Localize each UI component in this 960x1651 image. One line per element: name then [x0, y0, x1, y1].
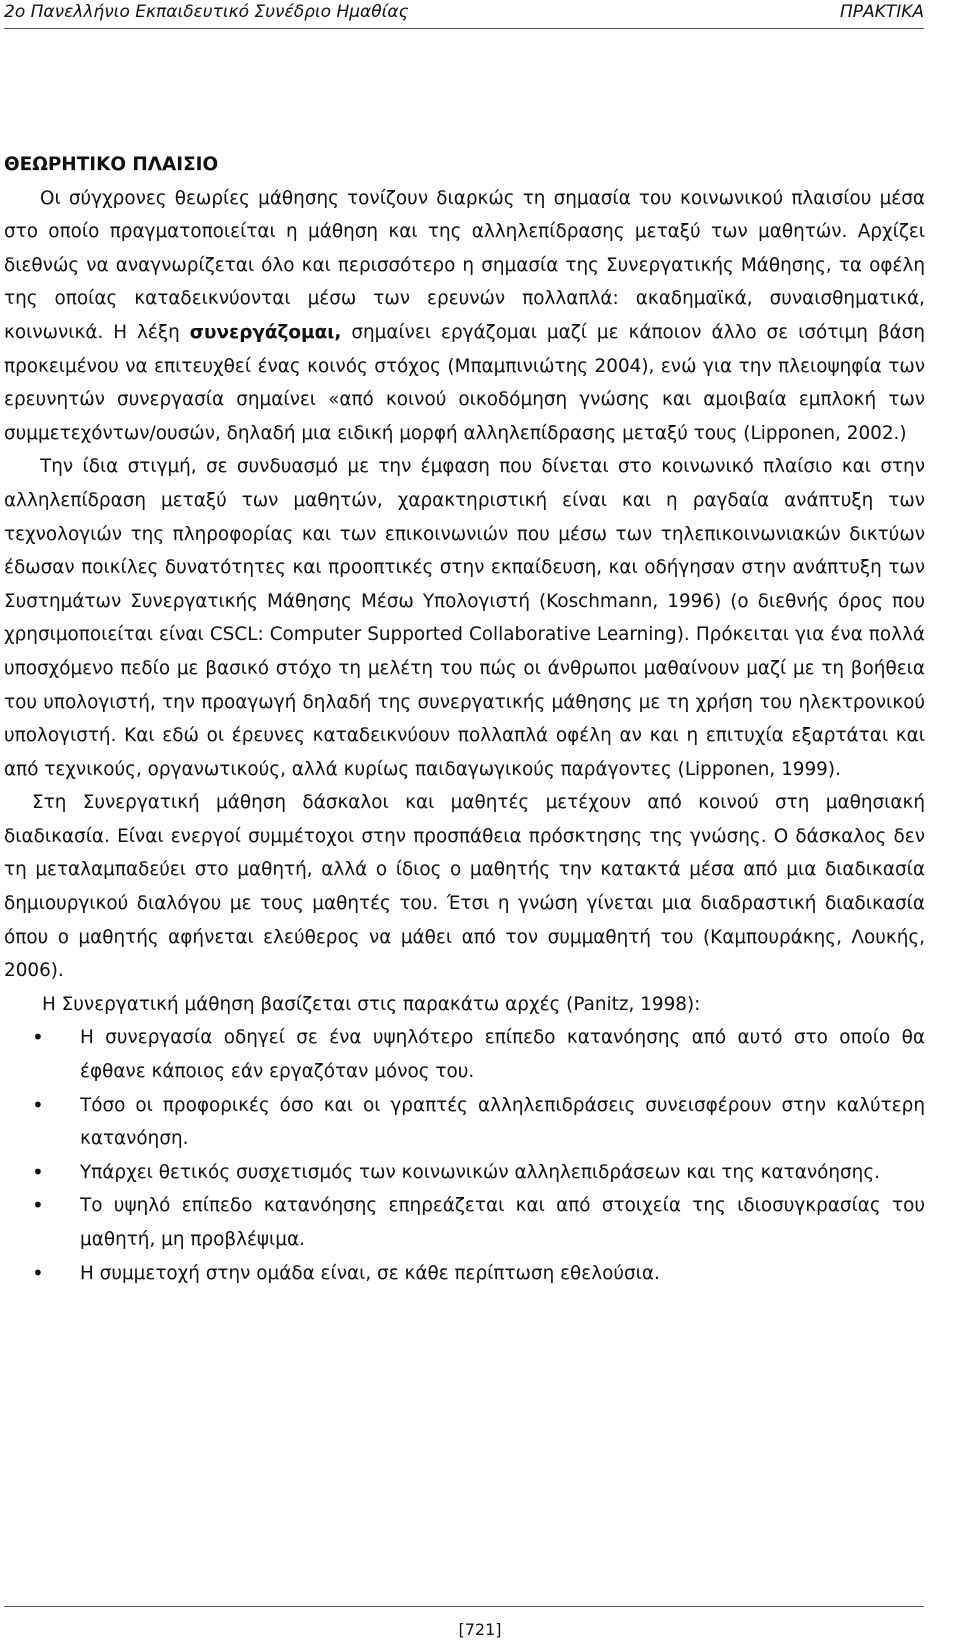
- header-divider: [4, 28, 924, 29]
- list-intro: Η Συνεργατική μάθηση βασίζεται στις παρακάτω αρχές (Panitz, 1998):: [42, 993, 701, 1015]
- proceedings-label: ΠΡΑΚΤΙΚΑ: [840, 2, 924, 22]
- footer-divider: [4, 1606, 924, 1607]
- bold-term: συνεργάζομαι,: [189, 321, 342, 343]
- paragraph-1: [0, 182, 925, 451]
- paragraph-1-text-a: Οι σύγχρονες θεωρίες μάθησης τονίζουν διαρκώς τη σημασία του κοινωνικού πλαισίου μέσα στο οποίο πραγματοποιείται η μάθηση και της αλληλεπίδρασης μεταξύ των μαθητών. Αρχίζει διεθνώς να αναγνωρίζεται όλο και περισσότερο η σημασία της Συνεργατικής Μάθησης, τα οφέλη της οποίας καταδεικνύονται μέσω των ερευνών πολλαπλά: ακαδημαϊκά, συναισθηματικά, κοινωνικά. Η λέξη: [4, 187, 925, 343]
- page-number: [721]: [458, 1620, 502, 1639]
- paragraph-2: Την ίδια στιγμή, σε συνδυασμό με την έμφαση που δίνεται στο κοινωνικό πλαίσιο και στην αλληλεπίδραση μεταξύ των μαθητών, χαρακτηριστική είναι και η ραγδαία ανάπτυξη των τεχνολογιών της πληροφορίας και των επικοινωνιών που μέσω των τηλεπικοινωνιακών δικτύων έδωσαν ποικίλες δυνατότητες και προοπτικές στην εκπαίδευση, και οδήγησαν στην ανάπτυξη των Συστημάτων Συνεργατικής Μάθησης Μέσω Υπολογιστή (Koschmann, 1996) (ο διεθνής όρος που χρησιμοποιείται είναι CSCL: Computer Supported Collaborative Learning). Πρόκειται για ένα πολλά υποσχόμενο πεδίο με βασικό στόχο τη μελέτη του πώς οι άνθρωποι μαθαίνουν μαζί με τη βοήθεια του υπολογιστή, την προαγωγή δηλαδή της συνεργατικής μάθησης με τη χρήση του ηλεκτρονικού υπολογιστή. Και εδώ οι έρευνες καταδεικνύουν πολλαπλά οφέλη αν και η επιτυχία εξαρτάται και από τεχνικούς, οργανωτικούς, αλλά κυρίως παιδαγωγικούς παράγοντες (Lipponen, 1999).: [4, 456, 925, 780]
- list-item: [0, 1257, 925, 1291]
- paragraph-3: Στη Συνεργατική μάθηση δάσκαλοι και μαθητές μετέχουν από κοινού στη μαθησιακή διαδικασία. Είναι ενεργοί συμμέτοχοι στην προσπάθεια πρόσκτησης της γνώσης. Ο δάσκαλος δεν τη μεταλαμπαδεύει στο μαθητή, αλλά ο ίδιος ο μαθητής την κατακτά μέσα από μια διαδικασία δημιουργικού διαλόγου με τους μαθητές του. Έτσι η γνώση γίνεται μια διαδραστική διαδικασία όπου ο μαθητής αφήνεται ελεύθερος να μάθει από τον συμμαθητή του (Καμπουράκης, Λουκής, 2006).: [4, 792, 925, 982]
- bullet-icon: •: [32, 1092, 44, 1117]
- bullet-icon: •: [32, 1193, 44, 1218]
- list-item: [0, 1189, 925, 1256]
- conference-title: 2ο Πανελλήνιο Εκπαιδευτικό Συνέδριο Ημαθίας: [4, 2, 409, 22]
- list-item: [0, 1156, 925, 1190]
- paragraph-1-text-b: σημαίνει εργάζομαι μαζί με κάποιον άλλο σε ισότιμη βάση προκειμένου να επιτευχθεί ένας κοινός στόχος (Μπαμπινιώτης 2004), ενώ για την πλειοψηφία των ερευνητών συνεργασία σημαίνει «από κοινού οικοδόμηση γνώσης και αμοιβαία εμπλοκή των συμμετεχόντων/ουσών, δηλαδή μια ειδική μορφή αλληλεπίδρασης μεταξύ τους (Lipponen, 2002.): [4, 321, 925, 444]
- list-item-text: Τόσο οι προφορικές όσο και οι γραπτές αλληλεπιδράσεις συνεισφέρουν στην καλύτερη κατανόηση.: [80, 1094, 925, 1150]
- list-item: [0, 1089, 925, 1156]
- list-item-text: Η συμμετοχή στην ομάδα είναι, σε κάθε περίπτωση εθελούσια.: [80, 1262, 660, 1284]
- list-item-text: Το υψηλό επίπεδο κατανόησης επηρεάζεται και από στοιχεία της ιδιοσυγκρασίας του μαθητή, μη προβλέψιμα.: [80, 1195, 925, 1250]
- bullet-icon: •: [32, 1025, 44, 1050]
- list-item-text: Υπάρχει θετικός συσχετισμός των κοινωνικών αλληλεπιδράσεων και της κατανόησης.: [80, 1161, 880, 1183]
- bullet-icon: •: [32, 1260, 44, 1285]
- section-heading: ΘΕΩΡΗΤΙΚΟ ΠΛΑΙΣΙΟ: [4, 154, 219, 175]
- main-content: [0, 148, 925, 1290]
- bullet-icon: •: [32, 1159, 44, 1184]
- list-item: [0, 1021, 925, 1088]
- principles-list: [0, 1021, 925, 1290]
- list-item-text: Η συνεργασία οδηγεί σε ένα υψηλότερο επίπεδο κατανόησης από αυτό στο οποίο θα έφθανε κάποιος εάν εργαζόταν μόνος του.: [80, 1027, 925, 1083]
- page-header: [4, 0, 924, 30]
